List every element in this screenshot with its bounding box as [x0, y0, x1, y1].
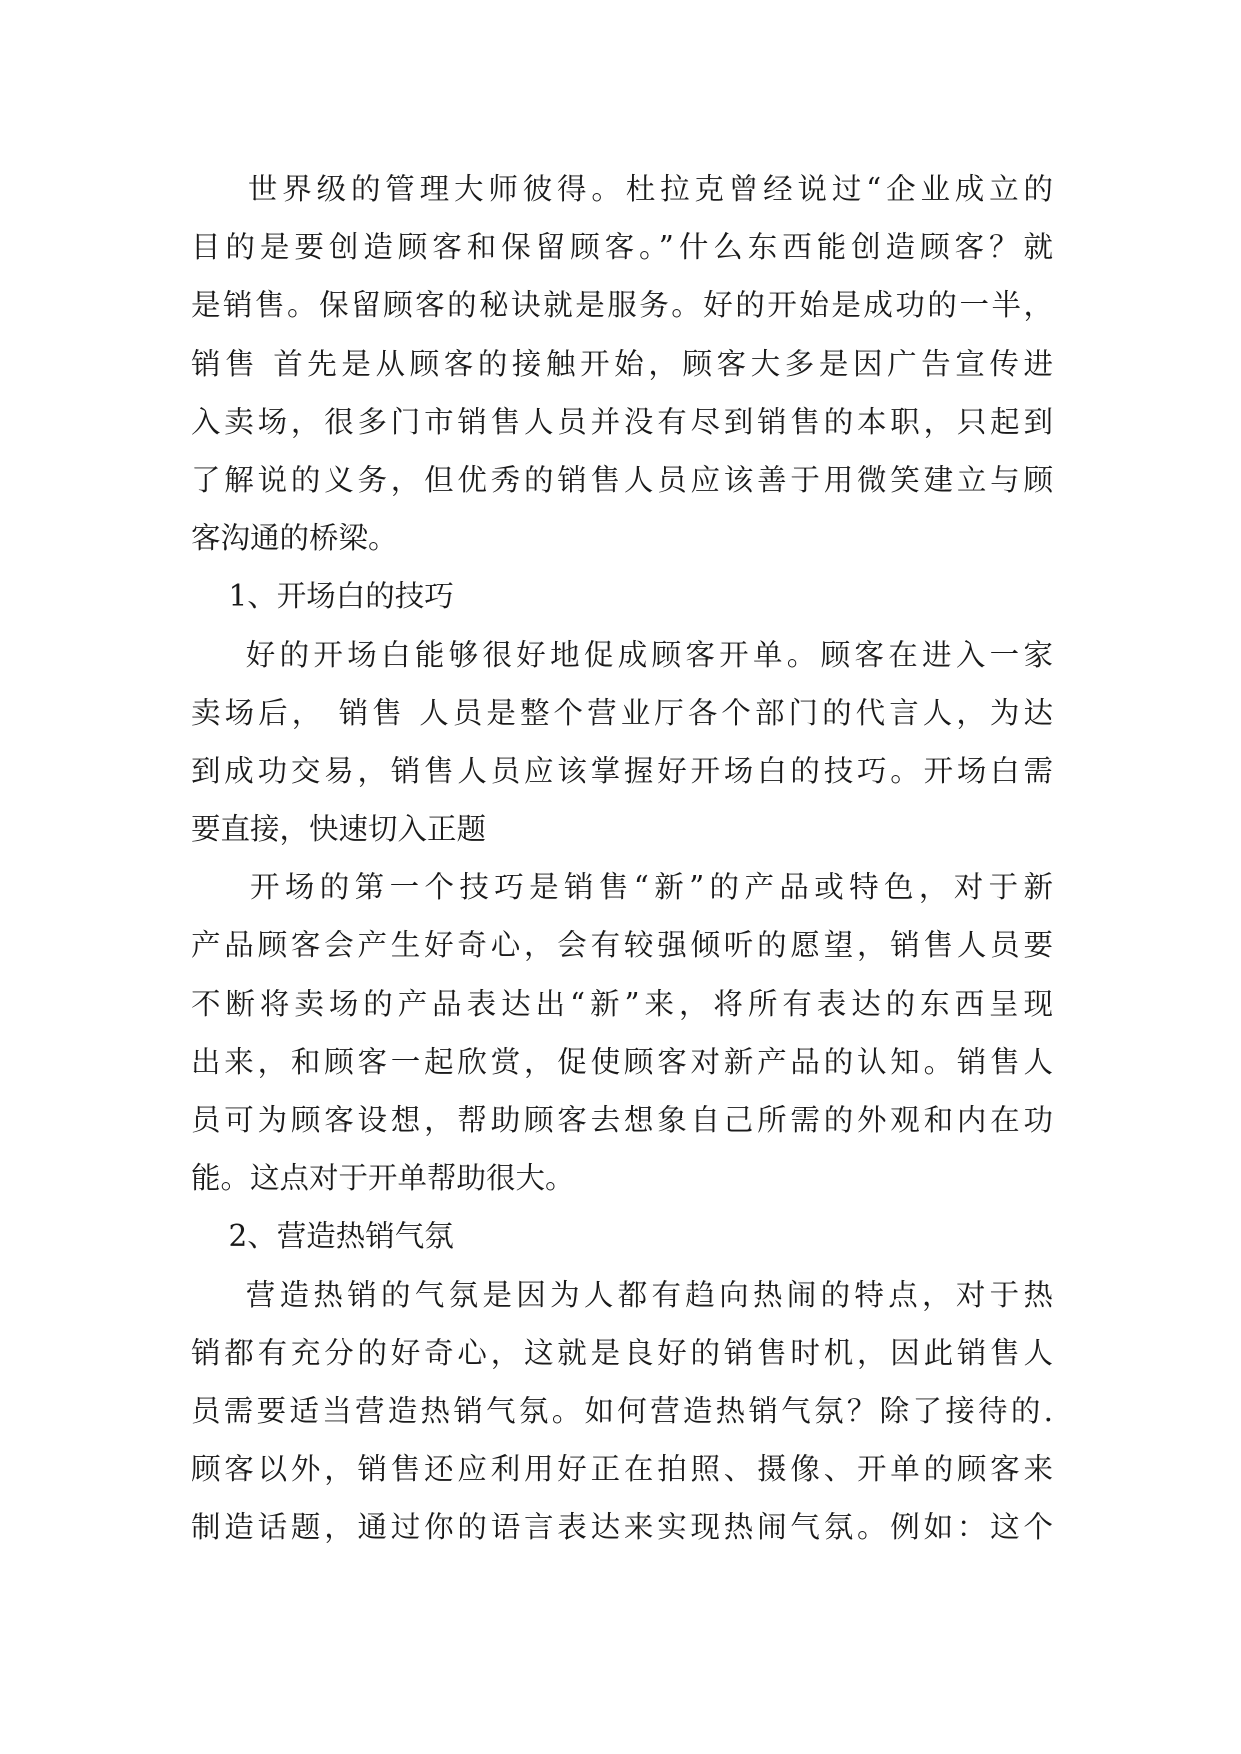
- text-line: 制造话题，通过你的语言表达来实现热闹气氛。例如：这个: [191, 1510, 1053, 1545]
- section-heading: 2、营造热销气氛: [191, 1219, 454, 1254]
- text-line: 世界级的管理大师彼得。杜拉克曾经说过“企业成立的: [191, 172, 1053, 206]
- text-line: 目的是要创造顾客和保留顾客。”什么东西能创造顾客？就: [191, 230, 1053, 265]
- text-line: 要直接，快速切入正题: [191, 812, 487, 847]
- text-line: 营造热销的气氛是因为人都有趋向热闹的特点，对于热: [191, 1277, 1053, 1312]
- text-line: 了解说的义务，但优秀的销售人员应该善于用微笑建立与顾: [191, 462, 1053, 497]
- section-heading: 1、开场白的技巧: [191, 579, 454, 614]
- text-line: 员可为顾客设想，帮助顾客去想象自己所需的外观和内在功: [191, 1103, 1053, 1137]
- text-line: 能。这点对于开单帮助很大。: [191, 1161, 575, 1196]
- text-line: 好的开场白能够很好地促成顾客开单。顾客在进入一家: [191, 637, 1053, 672]
- text-line: 出来，和顾客一起欣赏，促使顾客对新产品的认知。销售人: [191, 1044, 1053, 1079]
- text-line: 入卖场，很多门市销售人员并没有尽到销售的本职，只起到: [191, 404, 1053, 439]
- text-line: 是销售。保留顾客的秘诀就是服务。好的开始是成功的一半，: [191, 288, 1053, 323]
- text-line: 销都有充分的好奇心，这就是良好的销售时机，因此销售人: [191, 1335, 1053, 1370]
- text-line: 不断将卖场的产品表达出“新”来，将所有表达的东西呈现: [191, 986, 1053, 1021]
- body-text: [191, 160, 1053, 1557]
- text-line: 客沟通的桥梁。: [191, 521, 398, 556]
- text-line: 卖场后， 销售 人员是整个营业厅各个部门的代言人，为达: [191, 695, 1053, 730]
- text-line: 顾客以外，销售还应利用好正在拍照、摄像、开单的顾客来: [191, 1452, 1053, 1487]
- text-line: 员需要适当营造热销气氛。如何营造热销气氛？除了接待的.: [191, 1393, 1053, 1428]
- text-line: 产品顾客会产生好奇心，会有较强倾听的愿望，销售人员要: [191, 928, 1053, 963]
- text-line: 到成功交易，销售人员应该掌握好开场白的技巧。开场白需: [191, 753, 1053, 788]
- text-line: 开场的第一个技巧是销售“新”的产品或特色，对于新: [191, 870, 1053, 905]
- text-line: 销售 首先是从顾客的接触开始，顾客大多是因广告宣传进: [191, 346, 1053, 381]
